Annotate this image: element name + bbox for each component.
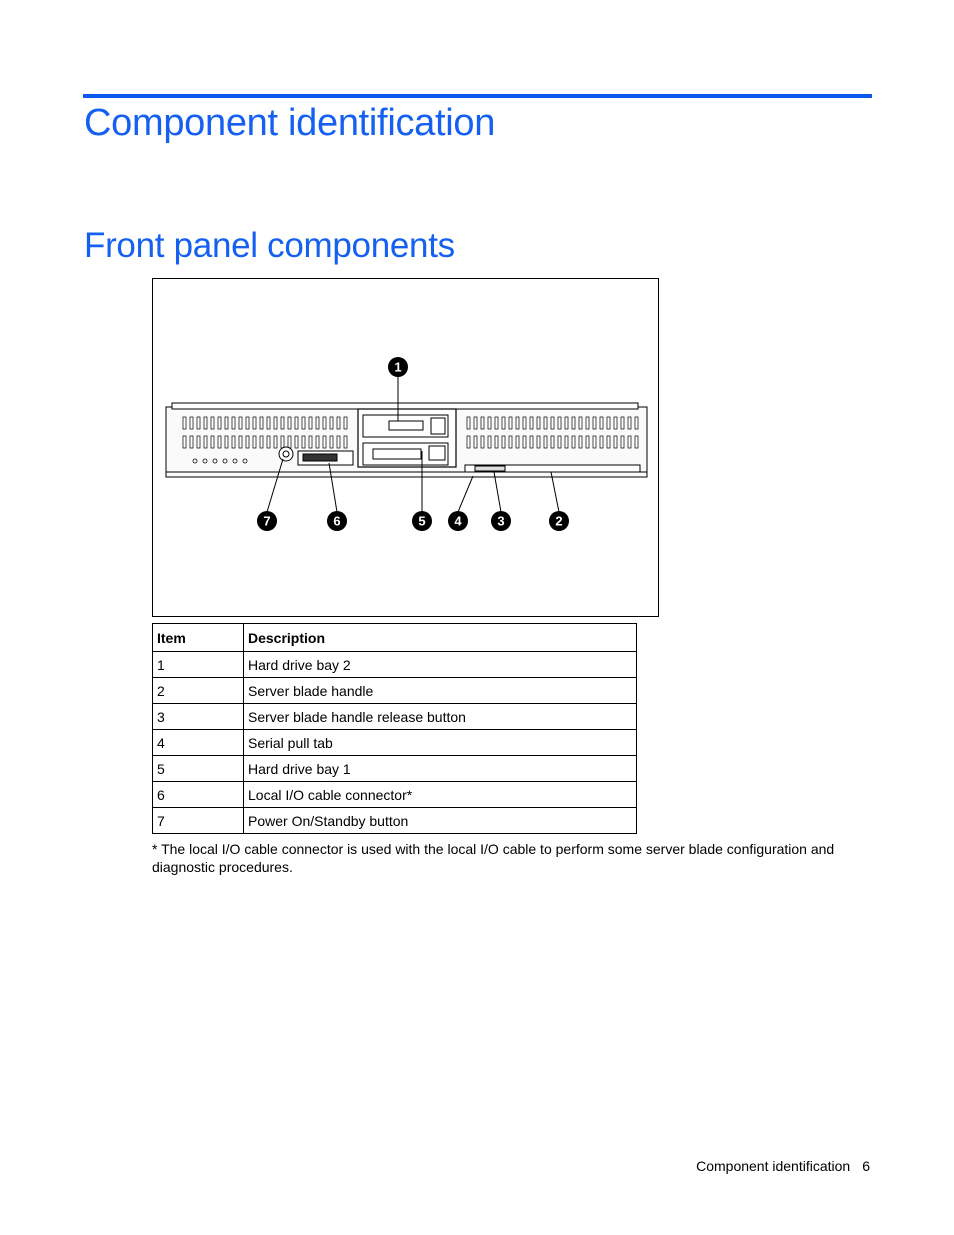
- components-table: [152, 623, 637, 834]
- callout-1: [388, 357, 408, 377]
- header-item: Item: [153, 624, 244, 652]
- table-row: [153, 652, 637, 678]
- item-description: Hard drive bay 1: [244, 756, 637, 782]
- item-description: Serial pull tab: [244, 730, 637, 756]
- table-row: [153, 704, 637, 730]
- callout-2: [549, 511, 569, 531]
- svg-text:2: 2: [555, 513, 563, 529]
- callout-6: [327, 511, 347, 531]
- callout-4: [448, 511, 468, 531]
- section-title: Front panel components: [84, 226, 455, 265]
- svg-text:5: 5: [418, 513, 426, 529]
- svg-text:7: 7: [263, 513, 271, 529]
- table-row: [153, 730, 637, 756]
- item-number: 6: [153, 782, 244, 808]
- item-number: 7: [153, 808, 244, 834]
- footnote: * The local I/O cable connector is used with the local I/O cable to perform some server blade configuration and diagnostic procedures.: [152, 841, 835, 875]
- footer-label: Component identification: [696, 1158, 851, 1174]
- blade-chassis: [166, 403, 647, 477]
- svg-text:3: 3: [497, 513, 505, 529]
- item-description: Local I/O cable connector*: [244, 782, 637, 808]
- heading-rule: [83, 94, 872, 98]
- item-number: 2: [153, 678, 244, 704]
- item-description: Power On/Standby button: [244, 808, 637, 834]
- item-number: 5: [153, 756, 244, 782]
- table-row: [153, 782, 637, 808]
- page-footer: [696, 1158, 870, 1174]
- callout-5: [412, 511, 432, 531]
- item-description: Server blade handle release button: [244, 704, 637, 730]
- callout-7: [257, 511, 277, 531]
- table-row: [153, 678, 637, 704]
- svg-text:6: 6: [333, 513, 341, 529]
- item-number: 4: [153, 730, 244, 756]
- svg-text:4: 4: [454, 513, 462, 529]
- front-panel-figure: [152, 278, 659, 617]
- item-number: 1: [153, 652, 244, 678]
- item-description: Hard drive bay 2: [244, 652, 637, 678]
- item-description: Server blade handle: [244, 678, 637, 704]
- callout-3: [491, 511, 511, 531]
- page-number: 6: [862, 1158, 870, 1174]
- chapter-title: Component identification: [84, 102, 496, 144]
- table-row: [153, 756, 637, 782]
- item-number: 3: [153, 704, 244, 730]
- header-description: Description: [244, 624, 637, 652]
- svg-text:1: 1: [394, 359, 402, 375]
- server-blade-illustration: [153, 279, 658, 616]
- table-row: [153, 808, 637, 834]
- table-header-row: [153, 624, 637, 652]
